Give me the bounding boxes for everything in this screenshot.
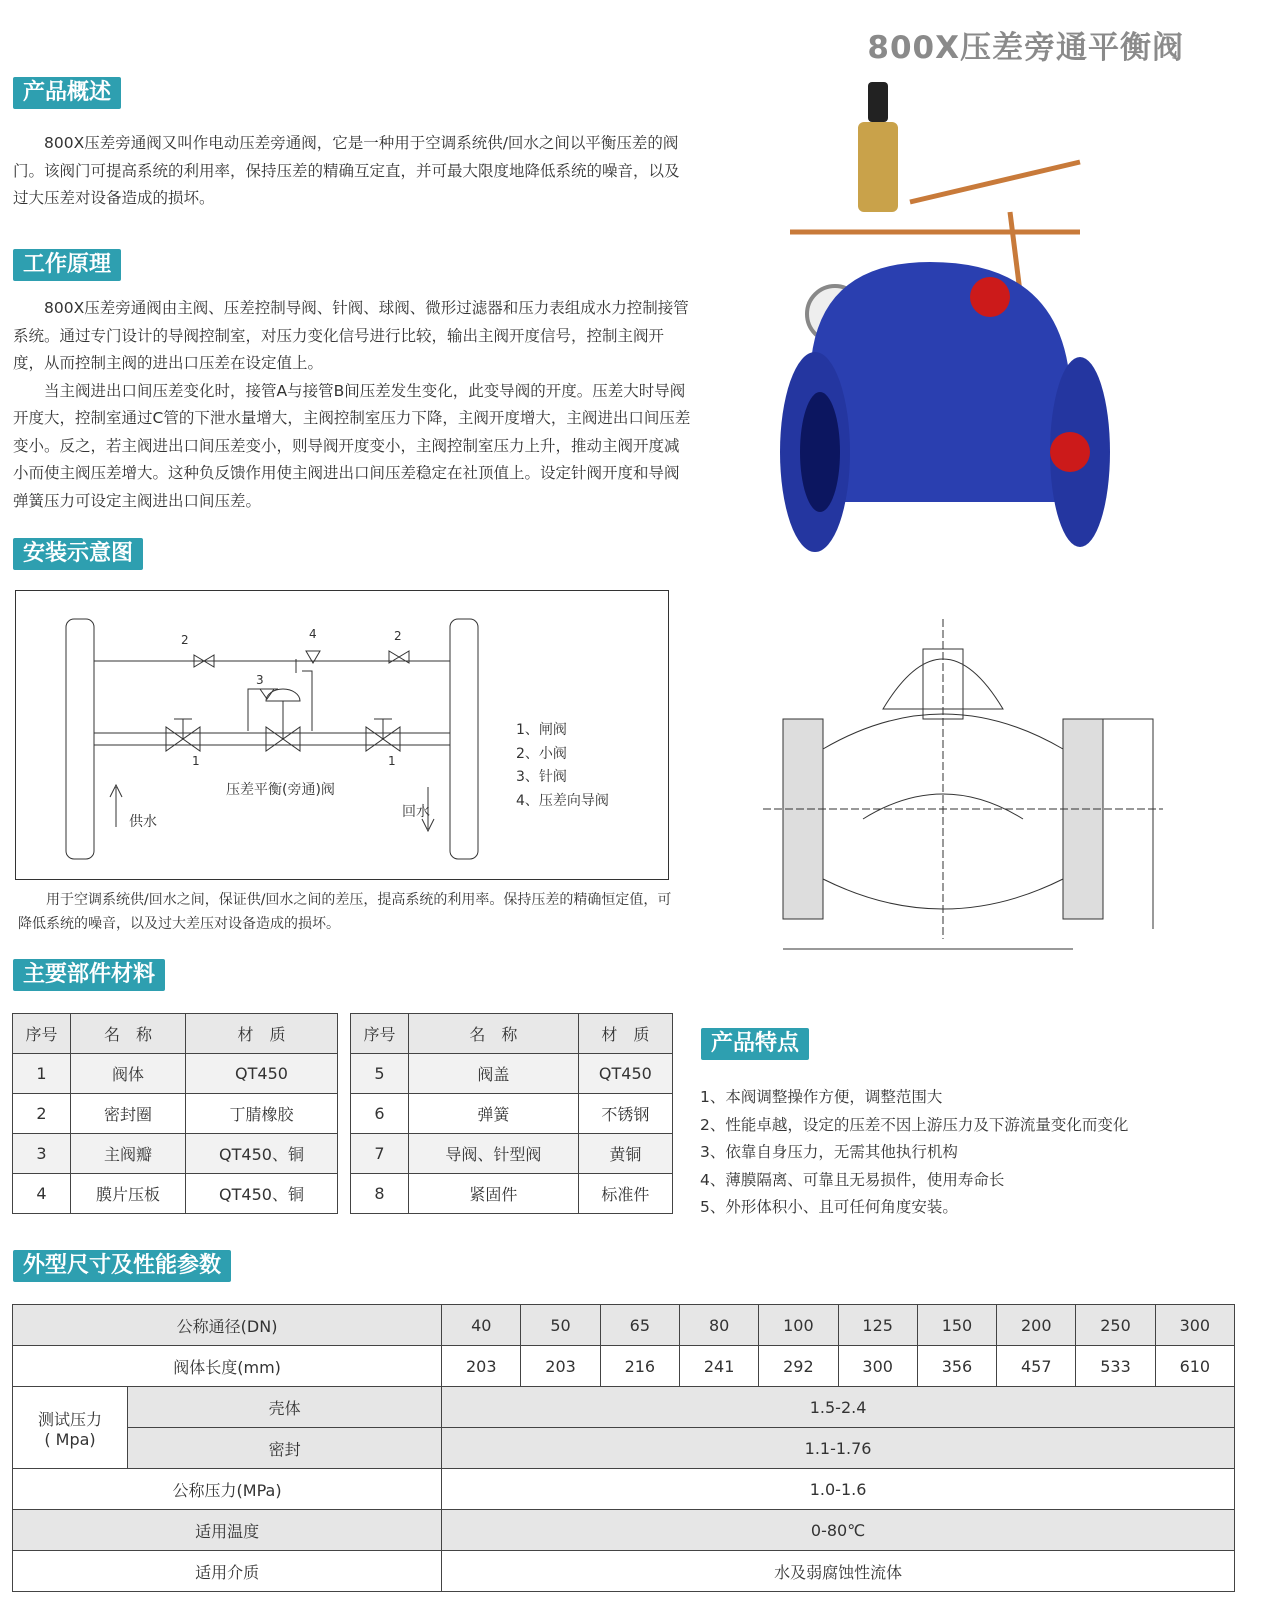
table-cell: 适用温度 xyxy=(13,1510,442,1551)
table-cell: 材 质 xyxy=(578,1014,672,1054)
table-cell: 膜片压板 xyxy=(71,1174,186,1214)
section-heading-principle: 工作原理 xyxy=(13,249,121,281)
table-cell: 密封 xyxy=(128,1428,442,1469)
table-cell: 5 xyxy=(351,1054,409,1094)
table-cell: 4 xyxy=(13,1174,71,1214)
valve-number: 1 xyxy=(388,754,396,768)
table-cell: 紧固件 xyxy=(409,1174,579,1214)
return-label: 回水 xyxy=(402,804,430,820)
installation-diagram xyxy=(15,590,669,880)
legend-item: 1、闸阀 xyxy=(516,722,567,738)
valve-label: 压差平衡(旁通)阀 xyxy=(226,782,335,798)
table-cell: 150 xyxy=(917,1305,996,1346)
legend-item: 4、压差向导阀 xyxy=(516,792,609,809)
table-cell: QT450 xyxy=(186,1054,338,1094)
table-cell: 125 xyxy=(838,1305,917,1346)
table-cell: 名 称 xyxy=(409,1014,579,1054)
table-cell: 3 xyxy=(13,1134,71,1174)
table-row xyxy=(13,1094,338,1134)
materials-table-left xyxy=(12,1013,338,1214)
table-cell xyxy=(13,1387,128,1469)
table-cell: 阀盖 xyxy=(409,1054,579,1094)
table-cell: QT450、铜 xyxy=(186,1134,338,1174)
overview-text: 800X压差旁通阀又叫作电动压差旁通阀，它是一种用于空调系统供/回水之间以平衡压差的阀门。该阀门可提高系统的利用率，保持压差的精确互定直，并可最大限度地降低系统的噪音，以及过大压差对设备造成的损坏。 xyxy=(13,134,680,207)
table-cell: 216 xyxy=(600,1346,679,1387)
section-heading-specs: 外型尺寸及性能参数 xyxy=(13,1250,231,1282)
valve-number: 1 xyxy=(192,754,200,768)
test-pressure-label: 测试压力 xyxy=(37,1409,102,1429)
table-row xyxy=(13,1387,1235,1428)
table-cell: 不锈钢 xyxy=(578,1094,672,1134)
valve-product-photo xyxy=(780,82,1140,572)
feature-item: 4、薄膜隔离、可靠且无易损件，使用寿命长 xyxy=(700,1170,1005,1189)
table-row xyxy=(351,1094,673,1134)
table-cell: 241 xyxy=(679,1346,758,1387)
section-heading-materials: 主要部件材料 xyxy=(13,959,165,991)
table-cell: 弹簧 xyxy=(409,1094,579,1134)
table-cell: 80 xyxy=(679,1305,758,1346)
table-cell: 292 xyxy=(759,1346,838,1387)
table-cell: 200 xyxy=(997,1305,1076,1346)
table-cell: 65 xyxy=(600,1305,679,1346)
table-cell: 丁腈橡胶 xyxy=(186,1094,338,1134)
diagram-caption: 用于空调系统供/回水之间，保证供/回水之间的差压，提高系统的利用率。保持压差的精确恒定值，可降低系统的噪音，以及过大差压对设备造成的损坏。 xyxy=(18,892,672,932)
table-cell: 黄铜 xyxy=(578,1134,672,1174)
table-cell: 203 xyxy=(521,1346,600,1387)
feature-item: 3、依靠自身压力，无需其他执行机构 xyxy=(700,1143,958,1161)
table-cell: 密封圈 xyxy=(71,1094,186,1134)
table-cell: QT450 xyxy=(578,1054,672,1094)
valve-number: 4 xyxy=(309,627,317,641)
table-cell: 356 xyxy=(917,1346,996,1387)
table-row xyxy=(13,1551,1235,1592)
table-cell: 名 称 xyxy=(71,1014,186,1054)
table-cell: 序号 xyxy=(351,1014,409,1054)
materials-table-right xyxy=(350,1013,673,1214)
table-cell: 300 xyxy=(838,1346,917,1387)
supply-label: 供水 xyxy=(129,814,157,830)
table-cell: 阀体 xyxy=(71,1054,186,1094)
valve-number: 2 xyxy=(181,633,189,647)
principle-text: 800X压差旁通阀由主阀、压差控制导阀、针阀、球阀、微形过滤器和压力表组成水力控制接管系统。通过专门设计的导阀控制室，对压力变化信号进行比较，输出主阀开度信号，控制主阀开度，从而控制主阀的进出口压差在设定值上。 当主阀进出口间压差变化时，接管A与接管B间压差发生变化，此变导阀的开度。压差大时导阀开度大，控制室通过C管的下泄水量增大，主阀控制室压力下降，主阀开度增大，主阀进出口间压差变小。反之，若主阀进出口间压差变小，则导阀开度变小，主阀控制室压力上升，推动主阀开度减小而使主阀压差增大。这种负反馈作用使主阀进出口间压差稳定在社顶值上。设定针阀开度和导阀弹簧压力可设定主阀进出口间压差。 xyxy=(13,299,691,510)
table-cell: 1 xyxy=(13,1054,71,1094)
section-heading-features: 产品特点 xyxy=(701,1028,809,1060)
table-cell: 0-80℃ xyxy=(442,1510,1235,1551)
table-cell: 适用介质 xyxy=(13,1551,442,1592)
feature-item: 2、性能卓越，设定的压差不因上游压力及下游流量变化而变化 xyxy=(700,1115,1129,1134)
table-row xyxy=(13,1174,338,1214)
table-row xyxy=(13,1346,1235,1387)
table-cell: 7 xyxy=(351,1134,409,1174)
table-cell: 导阀、针型阀 xyxy=(409,1134,579,1174)
legend-item: 2、小阀 xyxy=(516,745,567,762)
table-cell: 250 xyxy=(1076,1305,1155,1346)
table-cell: 阀体长度(mm) xyxy=(13,1346,442,1387)
table-cell: 材 质 xyxy=(186,1014,338,1054)
table-row xyxy=(13,1054,338,1094)
table-cell: 610 xyxy=(1155,1346,1234,1387)
table-cell: 壳体 xyxy=(128,1387,442,1428)
table-row xyxy=(13,1510,1235,1551)
table-row xyxy=(13,1469,1235,1510)
table-row xyxy=(13,1428,1235,1469)
table-row xyxy=(351,1174,673,1214)
table-cell: 公称通径(DN) xyxy=(13,1305,442,1346)
table-cell: 300 xyxy=(1155,1305,1234,1346)
table-row xyxy=(351,1014,673,1054)
table-cell: 公称压力(MPa) xyxy=(13,1469,442,1510)
test-pressure-unit: ( Mpa) xyxy=(44,1429,96,1449)
table-cell: QT450、铜 xyxy=(186,1174,338,1214)
legend-item: 3、针阀 xyxy=(516,769,567,785)
table-cell: 1.5-2.4 xyxy=(442,1387,1235,1428)
table-cell: 457 xyxy=(997,1346,1076,1387)
section-heading-install: 安装示意图 xyxy=(13,538,143,570)
valve-section-drawing xyxy=(763,619,1175,981)
table-cell: 533 xyxy=(1076,1346,1155,1387)
table-cell: 8 xyxy=(351,1174,409,1214)
table-cell: 主阀瓣 xyxy=(71,1134,186,1174)
table-row xyxy=(351,1054,673,1094)
table-cell: 标准件 xyxy=(578,1174,672,1214)
table-row xyxy=(13,1014,338,1054)
table-cell: 水及弱腐蚀性流体 xyxy=(442,1551,1235,1592)
page-title: 800X压差旁通平衡阀 xyxy=(867,30,1184,66)
table-cell: 序号 xyxy=(13,1014,71,1054)
features-list xyxy=(700,1084,1128,1222)
valve-number: 3 xyxy=(256,673,264,687)
section-heading-overview: 产品概述 xyxy=(13,77,121,109)
table-cell: 1.0-1.6 xyxy=(442,1469,1235,1510)
valve-number: 2 xyxy=(394,629,402,643)
diagram-legend xyxy=(516,719,609,813)
table-cell: 40 xyxy=(442,1305,521,1346)
feature-item: 1、本阀调整操作方便，调整范围大 xyxy=(700,1088,943,1106)
table-cell: 100 xyxy=(759,1305,838,1346)
table-cell: 50 xyxy=(521,1305,600,1346)
table-cell: 1.1-1.76 xyxy=(442,1428,1235,1469)
table-row xyxy=(13,1305,1235,1346)
table-cell: 2 xyxy=(13,1094,71,1134)
table-cell: 203 xyxy=(442,1346,521,1387)
specs-table xyxy=(12,1304,1235,1592)
table-row xyxy=(13,1134,338,1174)
table-cell: 6 xyxy=(351,1094,409,1134)
feature-item: 5、外形体积小、且可任何角度安装。 xyxy=(700,1198,958,1216)
table-row xyxy=(351,1134,673,1174)
